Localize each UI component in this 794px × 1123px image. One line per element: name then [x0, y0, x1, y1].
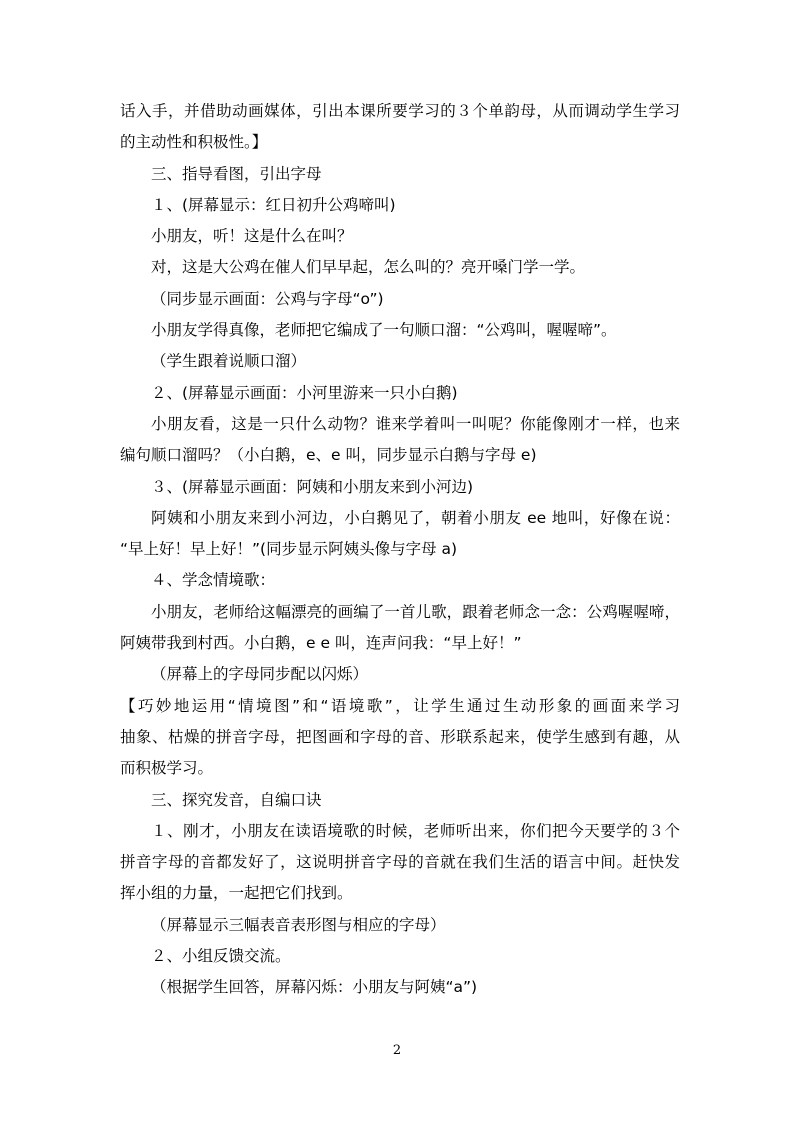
commentary-line: 抽象、枯燥的拼音字母，把图画和字母的音、形联系起来，使学生感到有趣，从: [120, 727, 680, 746]
commentary-line: 【巧妙地运用“情境图”和“语境歌”，让学生通过生动形象的画面来学习: [120, 696, 680, 715]
page-number: 2: [392, 1043, 402, 1058]
commentary-line: 而积极学习。: [120, 759, 214, 778]
step-heading: ４、学念情境歌：: [151, 571, 276, 590]
paragraph-line: 对，这是大公鸡在催人们早早起，怎么叫的？亮开嗓门学一学。: [151, 258, 586, 277]
paragraph-line: 阿姨和小朋友来到小河边，小白鹅见了，朝着小朋友 ee 地叫，好像在说：: [151, 508, 680, 527]
step-heading: ２、小组反馈交流。: [151, 947, 291, 966]
section-heading: 三、探究发音，自编口诀: [151, 790, 322, 809]
document-body: [120, 96, 680, 1004]
step-heading: １、(屏幕显示：红日初升公鸡啼叫): [151, 195, 396, 214]
paragraph-line: （屏幕显示三幅表音表形图与相应的字母）: [151, 915, 446, 934]
paragraph-line: 小朋友，听！这是什么在叫？: [151, 227, 353, 246]
paragraph-line: （同步显示画面：公鸡与字母“o”): [151, 289, 384, 308]
paragraph-line: 的主动性和积极性。】: [120, 133, 268, 152]
paragraph-line: 小朋友，老师给这幅漂亮的画编了一首儿歌，跟着老师念一念：公鸡喔喔啼，: [151, 602, 680, 621]
step-heading: ３、(屏幕显示画面：阿姨和小朋友来到小河边): [151, 477, 474, 496]
paragraph-line: 话入手，并借助动画媒体，引出本课所要学习的３个单韵母，从而调动学生学习: [120, 102, 680, 120]
section-heading: 三、指导看图，引出字母: [151, 164, 322, 183]
paragraph-line: 编句顺口溜吗？（小白鹅，e、e 叫，同步显示白鹅与字母 e): [120, 446, 537, 465]
paragraph-line: （屏幕上的字母同步配以闪烁）: [151, 665, 369, 684]
paragraph-line: “早上好！早上好！”(同步显示阿姨头像与字母 a): [120, 540, 458, 559]
paragraph-line: 小朋友看，这是一只什么动物？谁来学着叫一叫呢？你能像刚才一样，也来: [151, 414, 680, 433]
paragraph-line: 阿姨带我到村西。小白鹅，e e 叫，连声问我：“早上好！”: [120, 634, 522, 653]
paragraph-line: （根据学生回答，屏幕闪烁：小朋友与阿姨“a”): [151, 978, 478, 997]
paragraph-line: 小朋友学得真像，老师把它编成了一句顺口溜：“公鸡叫，喔喔啼”。: [151, 321, 617, 340]
paragraph-line: 拼音字母的音都发好了，这说明拼音字母的音就在我们生活的语言中间。赶快发: [120, 853, 680, 872]
step-heading: ２、(屏幕显示画面：小河里游来一只小白鹅): [151, 383, 458, 402]
paragraph-line: １、刚才，小朋友在读语境歌的时候，老师听出来，你们把今天要学的３个: [151, 821, 680, 840]
paragraph-line: （学生跟着说顺口溜）: [151, 352, 307, 371]
paragraph-line: 挥小组的力量，一起把它们找到。: [120, 884, 353, 903]
